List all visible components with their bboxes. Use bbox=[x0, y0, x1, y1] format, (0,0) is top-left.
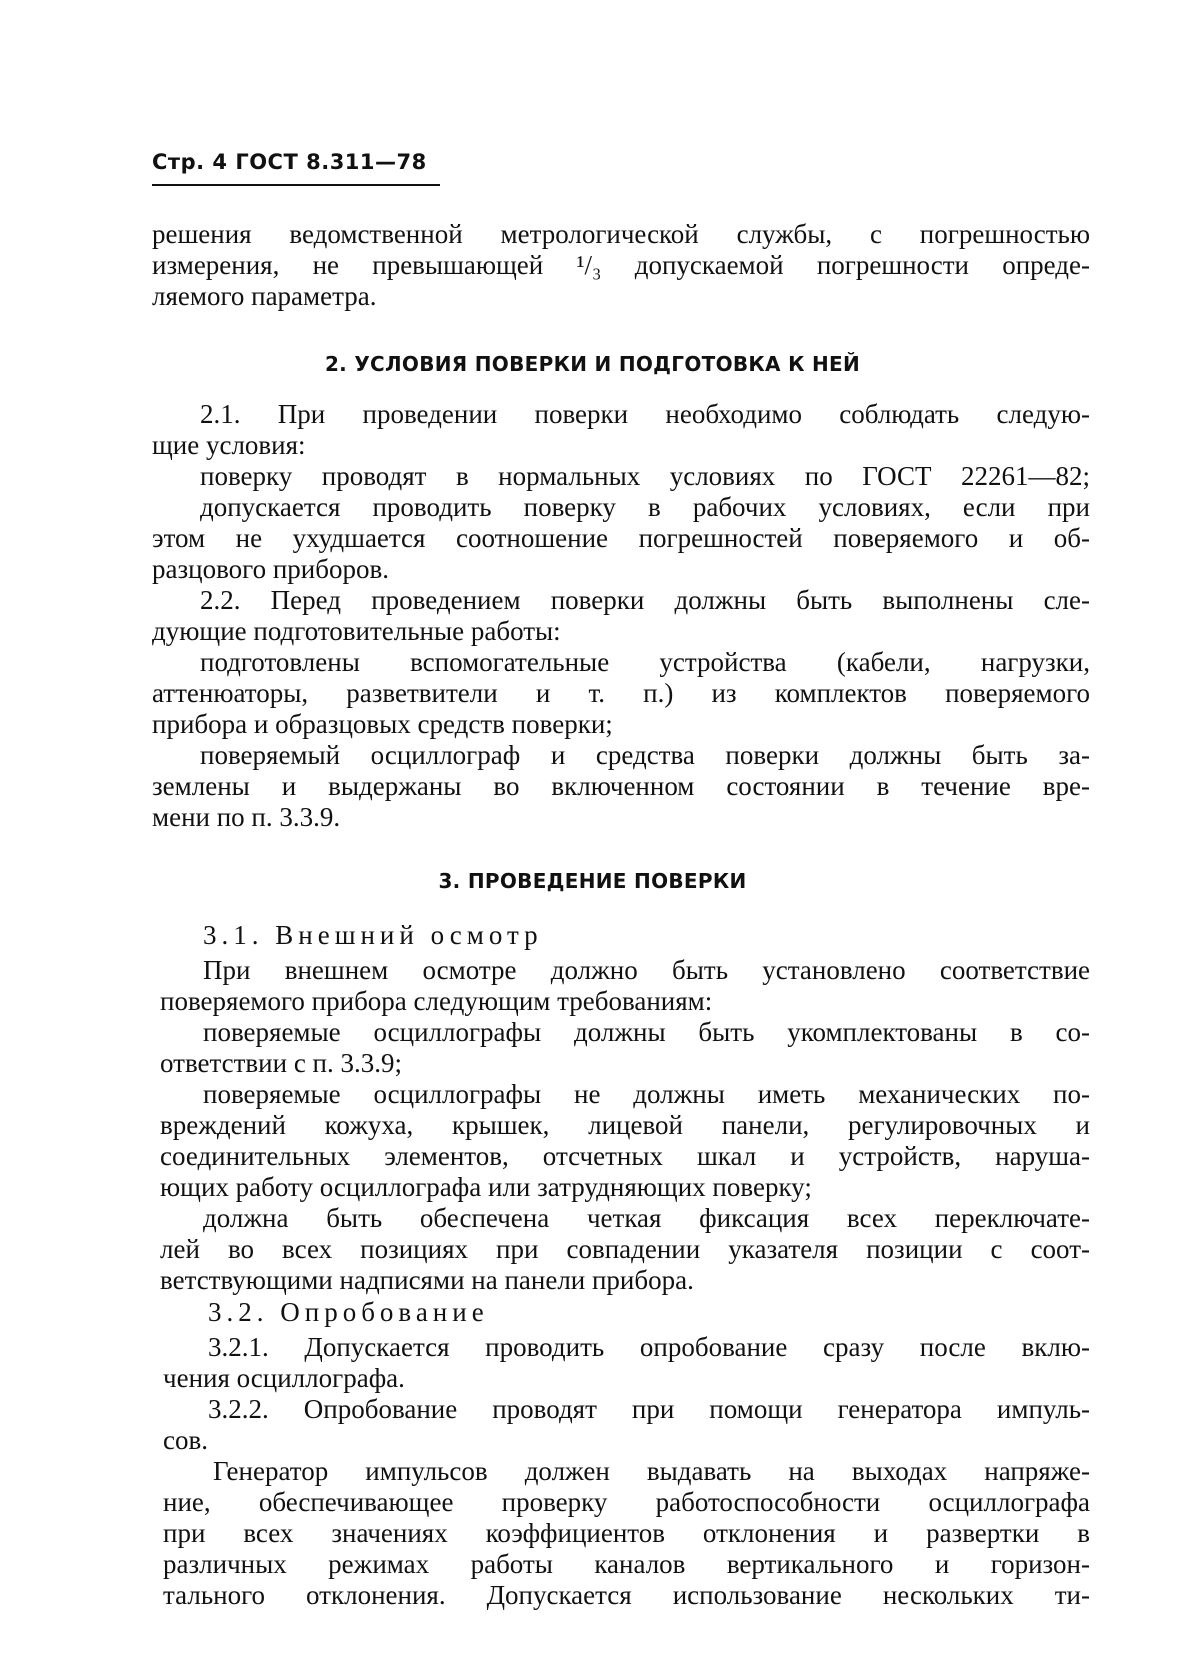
section-3-line: При внешнем осмотре должно быть установлено соответствие bbox=[203, 955, 1090, 985]
section-3-title: 3. ПРОВЕДЕНИЕ ПОВЕРКИ bbox=[438, 869, 747, 893]
section-2-line: 2.1. При проведении поверки необходимо соблюдать следую- bbox=[200, 399, 1090, 429]
section-3-line: 3.2.2. Опробование проводят при помощи генератора импуль- bbox=[208, 1394, 1090, 1424]
section-2-line: аттенюаторы, разветвители и т. п.) из комплектов поверяемого bbox=[152, 678, 1090, 708]
section-3-line: должна быть обеспечена четкая фиксация всех переключате- bbox=[203, 1203, 1090, 1233]
section-2-line: разцового приборов. bbox=[152, 554, 389, 584]
section-3-line: поверяемые осциллографы не должны иметь механических по- bbox=[203, 1079, 1090, 1109]
section-3-line: лей во всех позициях при совпадении указателя позиции с соот- bbox=[160, 1234, 1090, 1264]
section-2-line: допускается проводить поверку в рабочих условиях, если при bbox=[200, 492, 1090, 522]
section-2-line: 2.2. Перед проведением поверки должны быть выполнены сле- bbox=[200, 585, 1090, 615]
section-2-title: 2. УСЛОВИЯ ПОВЕРКИ И ПОДГОТОВКА К НЕЙ bbox=[324, 352, 861, 376]
section-3-line: поверяемые осциллографы должны быть укомплектованы в со- bbox=[203, 1017, 1090, 1047]
section-2-line: дующие подготовительные работы: bbox=[152, 616, 561, 646]
section-2-line: мени по п. 3.3.9. bbox=[152, 802, 341, 832]
header-rule bbox=[152, 184, 440, 186]
section-3-line: соединительных элементов, отсчетных шкал и устройств, наруша- bbox=[160, 1141, 1090, 1171]
section-3-line: сов. bbox=[163, 1425, 208, 1455]
section-3-line: чения осциллографа. bbox=[163, 1363, 405, 1393]
intro-line: решения ведомственной метрологической службы, с погрешностью bbox=[152, 219, 1090, 249]
section-3-line: тального отклонения. Допускается использование нескольких ти- bbox=[163, 1580, 1090, 1610]
subsection-3-2-title: 3.2. Опробование bbox=[208, 1297, 489, 1327]
section-3-line: ветствующими надписями на панели прибора. bbox=[160, 1265, 694, 1295]
section-3-line: при всех значениях коэффициентов отклонения и развертки в bbox=[163, 1518, 1090, 1548]
subsection-3-1-title: 3.1. Внешний осмотр bbox=[203, 920, 543, 950]
section-3-line: Генератор импульсов должен выдавать на выходах напряже- bbox=[213, 1456, 1090, 1486]
page-header: Стр. 4 ГОСТ 8.311—78 bbox=[152, 150, 427, 174]
section-3-line: вреждений кожуха, крышек, лицевой панели, регулировочных и bbox=[160, 1110, 1090, 1140]
section-2-line: поверяемый осциллограф и средства поверки должны быть за- bbox=[200, 740, 1090, 770]
intro-line: измерения, не превышающей ¹/₃ допускаемой погрешности опреде- bbox=[152, 250, 1090, 280]
section-3-line: ющих работу осциллографа или затрудняющих поверку; bbox=[160, 1172, 812, 1202]
section-3-line: поверяемого прибора следующим требованиям: bbox=[160, 986, 713, 1016]
section-2-line: прибора и образцовых средств поверки; bbox=[152, 709, 613, 739]
section-2-line: землены и выдержаны во включенном состоянии в течение вре- bbox=[152, 771, 1090, 801]
section-3-line: различных режимах работы каналов вертикального и горизон- bbox=[163, 1549, 1090, 1579]
section-3-line: ответствии с п. 3.3.9; bbox=[160, 1048, 403, 1078]
section-2-line: поверку проводят в нормальных условиях по ГОСТ 22261—82; bbox=[200, 461, 1090, 491]
section-2-line: подготовлены вспомогательные устройства (кабели, нагрузки, bbox=[200, 647, 1090, 677]
section-2-line: щие условия: bbox=[152, 430, 306, 460]
section-2-line: этом не ухудшается соотношение погрешностей поверяемого и об- bbox=[152, 523, 1090, 553]
section-3-line: ние, обеспечивающее проверку работоспособности осциллографа bbox=[163, 1487, 1090, 1517]
intro-line: ляемого параметра. bbox=[152, 281, 377, 311]
section-3-line: 3.2.1. Допускается проводить опробование сразу после вклю- bbox=[208, 1332, 1090, 1362]
